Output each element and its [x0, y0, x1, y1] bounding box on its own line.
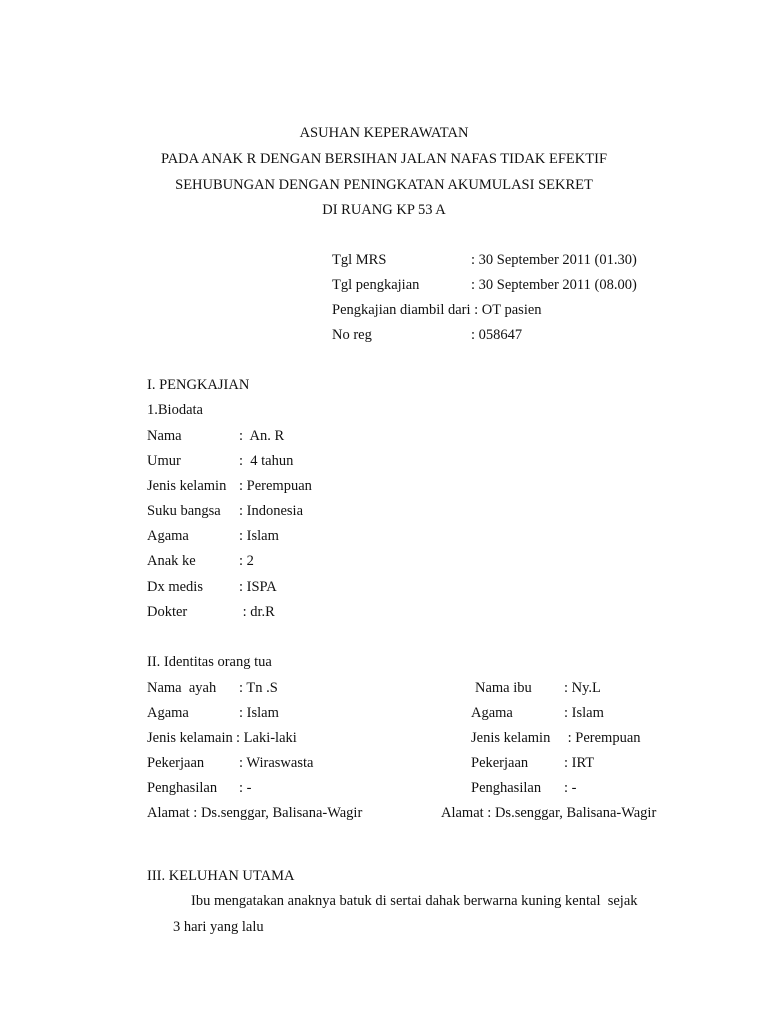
admission-label: Tgl pengkajian	[332, 277, 420, 293]
biodata-label: Dx medis	[147, 579, 203, 595]
mother-address: Alamat : Ds.senggar, Balisana-Wagir	[441, 805, 657, 821]
admission-label: Tgl MRS	[332, 252, 387, 268]
biodata-value: : Indonesia	[239, 503, 304, 519]
mother-label: Jenis kelamin	[471, 730, 551, 746]
biodata-value: : dr.R	[239, 604, 275, 620]
biodata-value: : 4 tahun	[239, 453, 294, 469]
admission-value: : 30 September 2011 (08.00)	[471, 277, 637, 293]
biodata-value: : ISPA	[239, 579, 277, 595]
doc-subtitle-2: SEHUBUNGAN DENGAN PENINGKATAN AKUMULASI SEKRET	[175, 177, 593, 193]
mother-value: : Perempuan	[564, 730, 641, 746]
biodata-label: Umur	[147, 453, 181, 469]
admission-label: No reg	[332, 327, 372, 343]
doc-subtitle-3: DI RUANG KP 53 A	[322, 202, 446, 218]
biodata-label: Suku bangsa	[147, 503, 221, 519]
complaint-text: Ibu mengatakan anaknya batuk di sertai dahak berwarna kuning kental sejak	[191, 893, 638, 909]
mother-value: : IRT	[564, 755, 595, 771]
father-label: Jenis kelamain	[147, 730, 233, 746]
complaint-text: 3 hari yang lalu	[173, 919, 264, 935]
biodata-value: : Islam	[239, 528, 279, 544]
admission-value: : 058647	[471, 327, 523, 343]
section-heading: I. PENGKAJIAN	[147, 377, 250, 393]
father-label: Nama ayah	[147, 680, 217, 696]
father-value: : Laki-laki	[236, 730, 297, 746]
admission-value: : 30 September 2011 (01.30)	[471, 252, 637, 268]
father-address: Alamat : Ds.senggar, Balisana-Wagir	[147, 805, 363, 821]
mother-label: Penghasilan	[471, 780, 542, 796]
mother-value: : Islam	[564, 705, 604, 721]
mother-value: : -	[564, 780, 577, 796]
father-label: Pekerjaan	[147, 755, 205, 771]
biodata-label: Jenis kelamin	[147, 478, 227, 494]
doc-title: ASUHAN KEPERAWATAN	[299, 125, 469, 141]
admission-source: Pengkajian diambil dari : OT pasien	[332, 302, 542, 318]
mother-value: : Ny.L	[564, 680, 601, 696]
mother-label: Nama ibu	[475, 680, 532, 696]
father-value: : -	[239, 780, 252, 796]
father-label: Penghasilan	[147, 780, 218, 796]
section-heading: III. KELUHAN UTAMA	[147, 868, 295, 884]
biodata-value: : An. R	[239, 428, 285, 444]
biodata-label: Dokter	[147, 604, 188, 620]
father-value: : Islam	[239, 705, 279, 721]
father-value: : Tn .S	[239, 680, 278, 696]
mother-label: Pekerjaan	[471, 755, 529, 771]
doc-subtitle-1: PADA ANAK R DENGAN BERSIHAN JALAN NAFAS TIDAK EFEKTIF	[160, 151, 608, 167]
father-label: Agama	[147, 705, 189, 721]
biodata-label: Nama	[147, 428, 182, 444]
section-heading: II. Identitas orang tua	[147, 654, 272, 670]
biodata-label: Anak ke	[147, 553, 196, 569]
section-subheading: 1.Biodata	[147, 402, 203, 418]
biodata-value: : Perempuan	[239, 478, 312, 494]
biodata-value: : 2	[239, 553, 254, 569]
father-value: : Wiraswasta	[239, 755, 314, 771]
biodata-label: Agama	[147, 528, 189, 544]
mother-label: Agama	[471, 705, 513, 721]
